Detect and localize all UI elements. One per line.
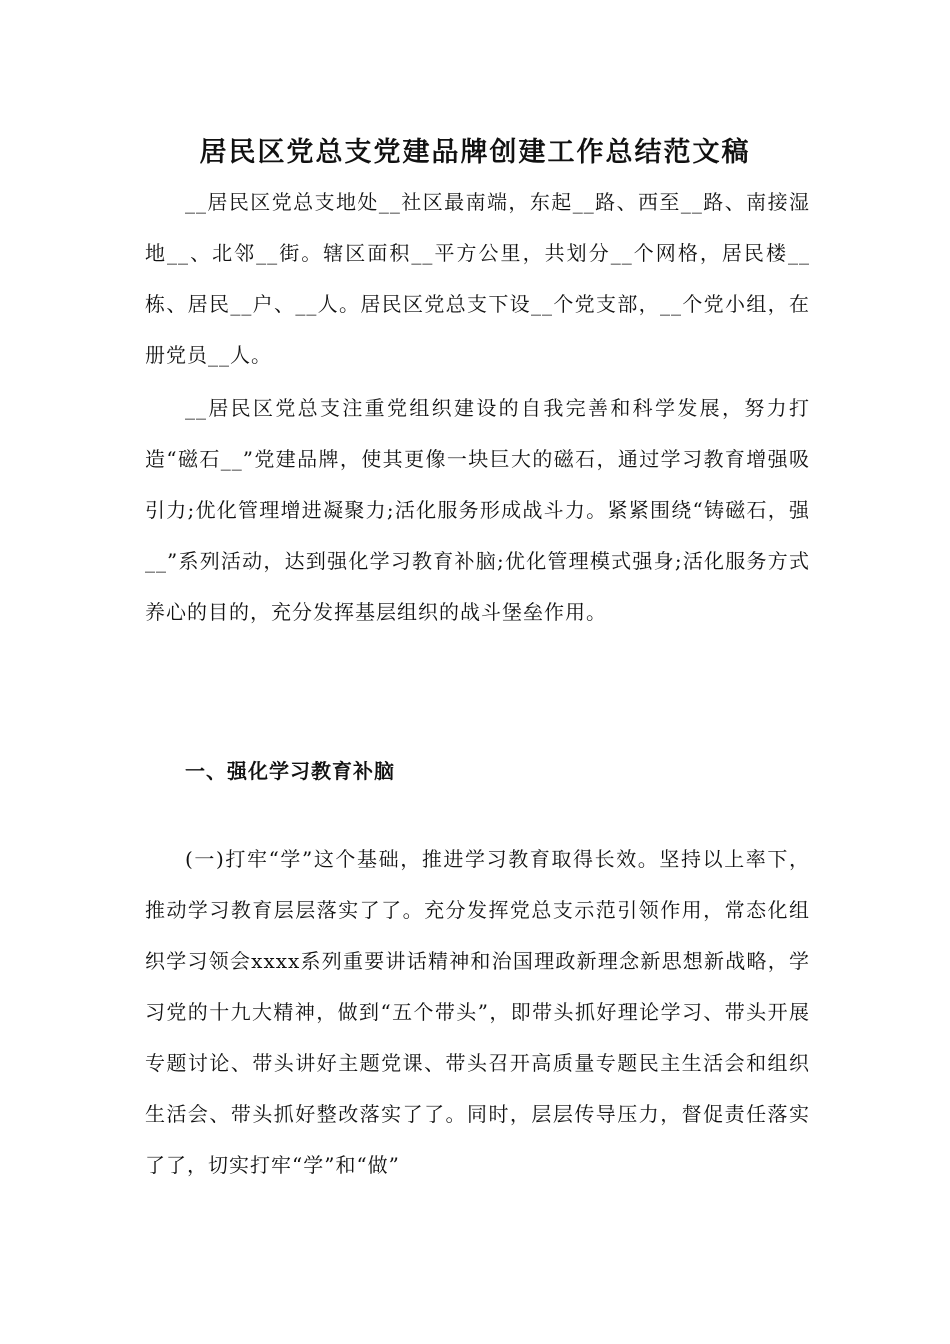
section-heading-1: 一、强化学习教育补脑 bbox=[185, 759, 395, 783]
paragraph-intro: __居民区党总支地处__社区最南端，东起__路、西至__路、南接湿地__、北邻__街。辖区面积__平方公里，共划分__个网格，居民楼__栋、居民__户、__人。居民区党总支下设__个党支部，__个党小组，在册党员__人。 bbox=[145, 190, 810, 367]
document-title: 居民区党总支党建品牌创建工作总结范文稿 bbox=[199, 137, 751, 168]
paragraph-brand: __居民区党总支注重党组织建设的自我完善和科学发展，努力打造“磁石__”党建品牌，使其更像一块巨大的磁石，通过学习教育增强吸引力;优化管理增进凝聚力;活化服务形成战斗力。紧紧围绕“铸磁石，强__”系列活动，达到强化学习教育补脑;优化管理模式强身;活化服务方式养心的目的，充分发挥基层组织的战斗堡垒作用。 bbox=[145, 396, 810, 624]
paragraph-section-1-item-1: (一)打牢“学”这个基础，推进学习教育取得长效。坚持以上率下，推动学习教育层层落实了了。充分发挥党总支示范引领作用，常态化组织学习领会xxxx系列重要讲话精神和治国理政新理念新思想新战略，学习党的十九大精神，做到“五个带头”，即带头抓好理论学习、带头开展专题讨论、带头讲好主题党课、带头召开高质量专题民主生活会和组织生活会、带头抓好整改落实了了。同时，层层传导压力，督促责任落实了了，切实打牢“学”和“做” bbox=[145, 847, 810, 1177]
